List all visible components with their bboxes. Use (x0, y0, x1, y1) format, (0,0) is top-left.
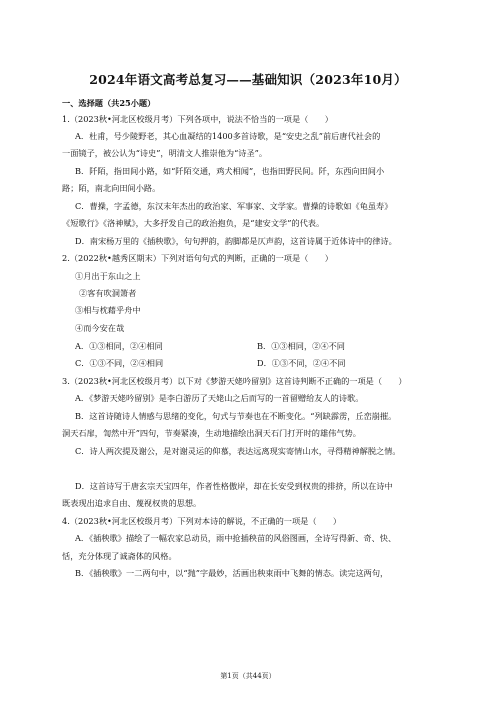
question-3-option-b-cont: 洞天石扉，訇然中开”四句，节奏紧凑，生动地描绘出洞天石门打开时的雄伟气势。 (62, 428, 361, 438)
section-heading: 一、选择题（共25小题） (62, 98, 156, 108)
document-title: 2024年语文高考总复习——基础知识（2023年10月） (89, 72, 407, 87)
question-3-option-d: D．这首诗写于唐玄宗天宝四年，作者性格傲岸，却在长安受到权贵的排挤，所以在诗中 (75, 481, 393, 491)
question-2-options-cd (75, 358, 455, 369)
question-2-sentence-3: ③相与枕藉乎舟中 (75, 305, 141, 315)
question-2-options-ab (75, 341, 455, 352)
question-1-option-b-cont: 路；陌，南北向田间小路。 (62, 183, 161, 193)
question-4-stem: 4.（2023秋•河北区校级月考）下列对本诗的解说，不正确的一项是（ ） (62, 516, 342, 526)
question-2-sentence-1: ①月出于东山之上 (75, 271, 141, 281)
question-3-option-a: A．《梦游天姥吟留别》是李白游历了天姥山之后而写的一首留赠给友人的诗歌。 (75, 393, 364, 403)
question-1-option-a: A．杜甫，号少陵野老，其心血凝结的1400多首诗歌，是“安史之乱”前后唐代社会的 (75, 131, 381, 141)
question-1-option-d: D．南宋杨万里的《插秧歌》，句句押韵，韵脚都是仄声韵，这首诗属于近体诗中的律诗。 (75, 236, 397, 246)
page-footer: 第1页（共44页） (220, 672, 276, 680)
question-1-stem: 1.（2023秋•河北区校级月考）下列各项中，说法不恰当的一项是（ ） (62, 114, 333, 124)
question-2-option-b: B．①③相同，②④不同 (257, 341, 345, 351)
question-2-sentence-4: ④而今安在哉 (75, 323, 125, 333)
question-2-option-c: C．①③不同，②④相同 (75, 358, 164, 368)
question-1-option-c: C．曹操，字孟德，东汉末年杰出的政治家、军事家、文学家。曹操的诗歌如《龟虽寿》 (75, 201, 393, 211)
question-4-option-b: B．《插秧歌》一二两句中，以“抛”字最妙，活画出秧束雨中飞舞的情态。读完这两句， (75, 568, 389, 578)
question-2-option-d: D．①③不同，②④不同 (257, 358, 346, 368)
question-2-option-a: A．①③相同，②④相同 (75, 341, 163, 351)
question-4-option-a: A．《插秧歌》描绘了一幅农家总动员，雨中抢插秧苗的风俗图画，全诗写得新、奇、快、 (75, 533, 397, 543)
question-3-option-d-cont: 既表现出追求自由、蔑视权贵的思想。 (62, 498, 202, 508)
question-2-sentence-2: ②客有吹洞箫者 (79, 288, 137, 298)
question-4-option-a-cont: 恬，充分体现了诚斋体的风格。 (62, 551, 177, 561)
question-3-option-c: C．诗人两次提及谢公，是对谢灵运的仰慕，表达远离现实寄情山水，寻得精神解脱之情。 (75, 446, 401, 456)
question-3-option-b: B．这首诗随诗人情感与思绪的变化，句式与节奏也在不断变化。“列缺霹雳，丘峦崩摧。 (75, 411, 397, 421)
question-3-stem: 3.（2023秋•河北区校级月考）以下对《梦游天姥吟留别》这首诗判断不正确的一项是（ ） (62, 376, 407, 386)
question-1-option-a-cont: 一面镜子，被公认为“诗史”，明清文人推崇他为“诗圣”。 (62, 148, 268, 158)
question-1-option-c-cont: 《短歌行》《洛神赋》，大多抒发自己的政治抱负，是“建安文学”的代表。 (62, 218, 325, 228)
question-1-option-b: B．阡陌，指田间小路，如“阡陌交通，鸡犬相闻”，也指田野民间。阡，东西向田间小 (75, 166, 385, 176)
question-2-stem: 2.（2022秋•越秀区期末）下列对语句句式的判断，正确的一项是（ ） (62, 253, 333, 263)
